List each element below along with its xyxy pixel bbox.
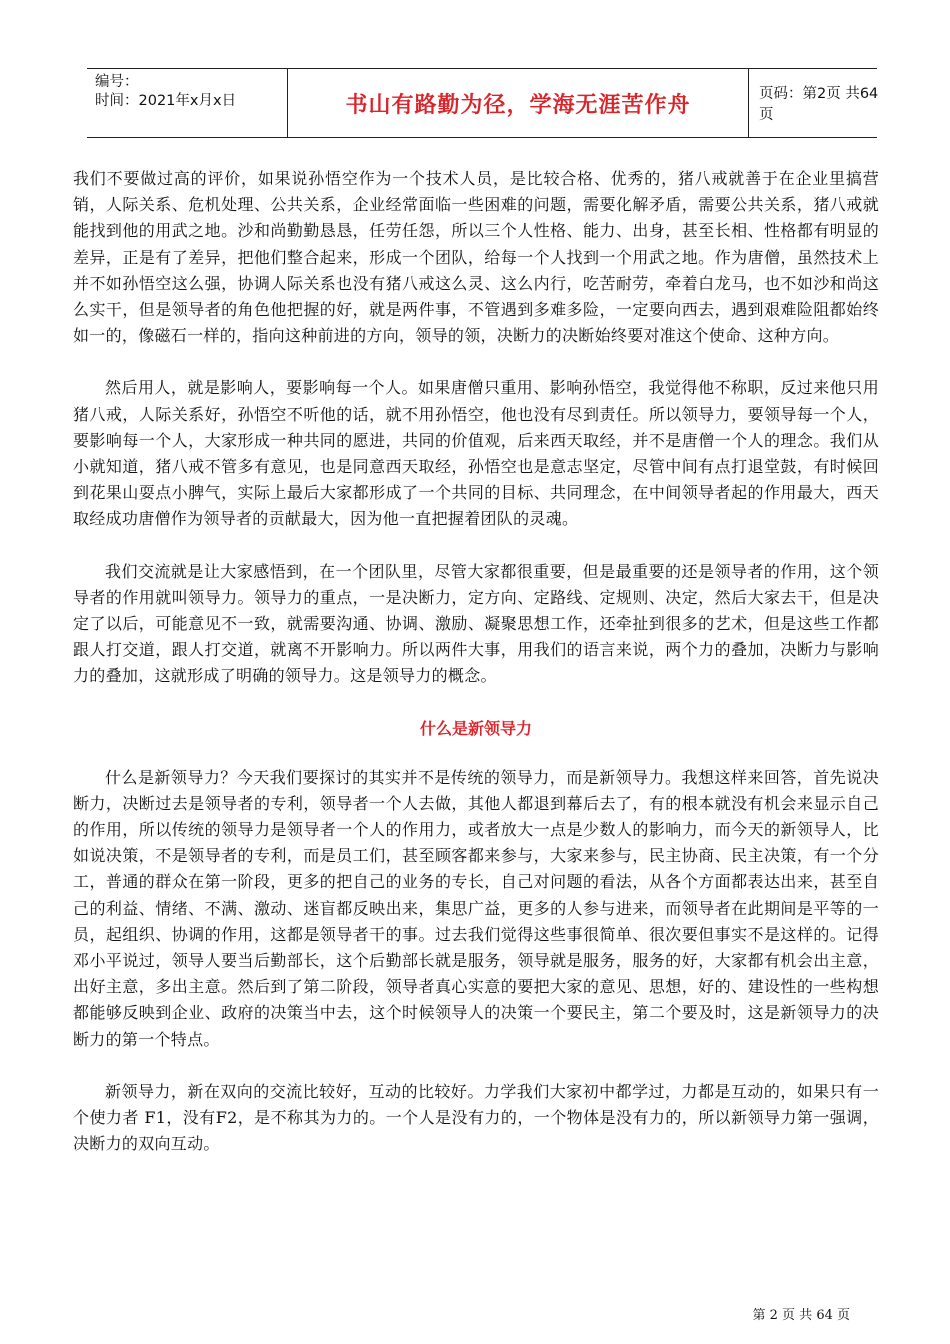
paragraph-5: 新领导力，新在双向的交流比较好，互动的比较好。力学我们大家初中都学过，力都是互动的，如果只有一个使力者 F1，没有F2，是不称其为力的。一个人是没有力的，一个物体是没有力的，所以新领导力第一强调，决断力的双向互动。 <box>73 1081 879 1154</box>
document-body <box>73 166 879 1184</box>
header-motto: 书山有路勤为径，学海无涯苦作舟 <box>287 69 749 137</box>
paragraph-2: 然后用人，就是影响人，要影响每一个人。如果唐僧只重用、影响孙悟空，我觉得他不称职，反过来他只用猪八戒，人际关系好，孙悟空不听他的话，就不用孙悟空，他也没有尽到责任。所以领导力，要领导每一个人，要影响每一个人，大家形成一种共同的愿进，共同的价值观，后来西天取经，并不是唐僧一个人的理念。我们从小就知道，猪八戒不管多有意见，也是同意西天取经，孙悟空也是意志坚定，尽管中间有点打退堂鼓，有时候回到花果山耍点小脾气，实际上最后大家都形成了一个共同的目标、共同理念，在中间领导者起的作用最大，西天取经成功唐僧作为领导者的贡献最大，因为他一直把握着团队的灵魂。 <box>73 378 879 529</box>
header-page-label: 页码：第2页 共64页 <box>759 86 879 123</box>
section-heading: 什么是新领导力 <box>419 718 532 738</box>
page-footer: 第 2 页 共 64 页 <box>752 1308 850 1323</box>
page-header <box>87 68 877 138</box>
paragraph-1: 我们不要做过高的评价，如果说孙悟空作为一个技术人员，是比较合格、优秀的，猪八戒就善于在企业里搞营销，人际关系、危机处理、公共关系，企业经常面临一些困难的问题，需要化解矛盾，需要公共关系，猪八戒就能找到他的用武之地。沙和尚勤勤恳恳，任劳任怨，所以三个人性格、能力、出身，甚至长相、性格都有明显的差异，正是有了差异，把他们整合起来，形成一个团队，给每一个人找到一个用武之地。作为唐僧，虽然技术上并不如孙悟空这么强，协调人际关系也没有猪八戒这么灵、这么内行，吃苦耐劳，牵着白龙马，也不如沙和尚这么实干，但是领导者的角色他把握的好，就是两件事，不管遇到多难多险，一定要向西去，遇到艰难险阻都始终如一的，像磁石一样的，指向这种前进的方向，领导的领，决断力的决断始终要对准这个使命、这种方向。 <box>73 169 879 346</box>
paragraph-3: 我们交流就是让大家感悟到，在一个团队里，尽管大家都很重要，但是最重要的还是领导者的作用，这个领导者的作用就叫领导力。领导力的重点，一是决断力，定方向、定路线、定规则、决定，然后大家去干，但是决定了以后，可能意见不一致，就需要沟通、协调、激励、凝聚思想工作，还牵扯到很多的艺术，但是这些工作都跟人打交道，跟人打交道，就离不开影响力。所以两件大事，用我们的语言来说，两个力的叠加，决断力与影响力的叠加，这就形成了明确的领导力。这是领导力的概念。 <box>73 561 879 686</box>
document-time-label: 时间：2021年x月x日 <box>95 93 237 109</box>
header-meta <box>87 69 287 141</box>
paragraph-4: 什么是新领导力？今天我们要探讨的其实并不是传统的领导力，而是新领导力。我想这样来回答，首先说决断力，决断过去是领导者的专利，领导者一个人去做，其他人都退到幕后去了，有的根本就没有机会来显示自己的作用，所以传统的领导力是领导者一个人的作用力，或者放大一点是少数人的影响力，而今天的新领导人，比如说决策，不是领导者的专利，而是员工们，甚至顾客都来参与，大家来参与，民主协商、民主决策，有一个分工，普通的群众在第一阶段，更多的把自己的业务的专长，自己对问题的看法，从各个方面都表达出来，甚至自己的利益、情绪、不满、激动、迷盲都反映出来，集思广益，更多的人参与进来，而领导者在此期间是平等的一员，起组织、协调的作用，这都是领导者干的事。过去我们觉得这些事很简单、很次要但事实不是这样的。记得邓小平说过，领导人要当后勤部长，这个后勤部长就是服务，领导就是服务，服务的好，大家都有机会出主意，出好主意，多出主意。然后到了第二阶段，领导者真心实意的要把大家的意见、思想，好的、建设性的一些构想都能够反映到企业、政府的决策当中去，这个时候领导人的决策一个要民主，第二个要及时，这是新领导力的决断力的第一个特点。 <box>73 767 879 1049</box>
document-number-label: 编号： <box>95 74 139 90</box>
